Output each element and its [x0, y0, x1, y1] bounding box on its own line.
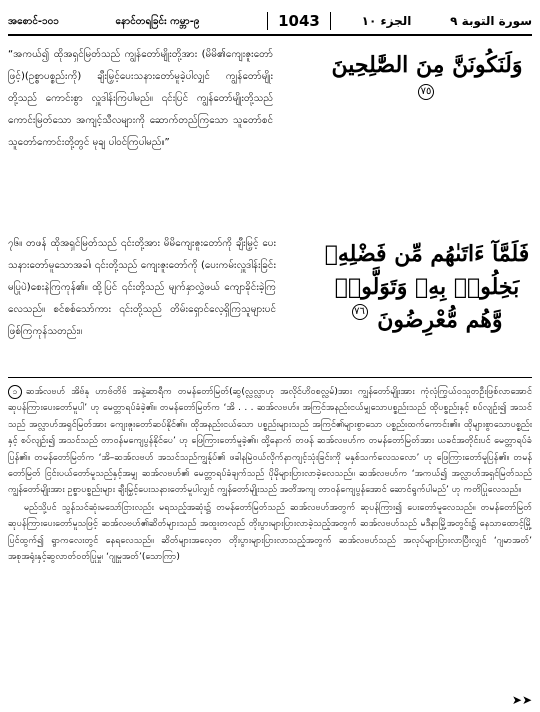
- header-juz: الجزء ١٠: [361, 14, 412, 28]
- footnote-paragraph: [8, 384, 532, 499]
- header-divider: [8, 34, 532, 36]
- header-surah: سورة التوبة ٩: [450, 14, 532, 28]
- header-issue: အစောင်-၁၀၁: [8, 15, 59, 27]
- header-chapter: နောင်တရခြင်း ကမ္ဘာ-၉: [115, 15, 200, 27]
- footnote-marker: ၁: [8, 385, 22, 399]
- page-number: 1043: [267, 12, 331, 30]
- translation-text: ၇၆။ တဖန် ထိုအရှင်မြတ်သည် ၎င်းတို့အား မိမိကျေးဇူးတော်ကို ချီးမြှင့် ပေးသနားတော်မူသောအခါ၊ ၎င်းတို့သည် ကျေးဇူးတော်ကို (ပေးကမ်းလှူဒါန်းခြင်း မပြုပဲ)စေးနဲကြကုန်၏။ ထို့ပြင် ၎င်းတို့သည် မျက်နှာလွှဲဖယ် ကျောခိုင်းခဲ့ကြလေသည်။ စင်စစ်သော်ကား ၎င်းတို့သည် တိမ်းရှောင်လေ့ရှိကြသူများပင် ဖြစ်ကြကုန်သတည်း။: [8, 238, 276, 338]
- ayah-number-marker: ٧٦: [352, 304, 368, 320]
- arabic-verse-text: وَلَنَكُونَنَّ مِنَ الصَّٰلِحِينَ: [331, 52, 523, 78]
- verse-block-76: [8, 233, 532, 375]
- footnote-divider: [8, 377, 532, 378]
- footnote-paragraph-text: မည်သို့ပင် သွန်သင်ဆုံးမသော်ငြားလည်း မရသည့်အဆုံး၌ တမန်တော်မြတ်သည် ဆအ်လဗဟ်အတွက် ဆုပန်ကြား၍ ပေးတော်မူလေသည်။ တမန်တော်မြတ် ဆုပန်ကြားပေးတော်မူသဖြင့် ဆအ်လဗဟ်၏ဆိတ်များသည် အထူးတလည် တိုးပွားများပြားလာခဲ့သည့်အတွက် ဆအ်လဗဟ်သည် မဒီနာမြို့အတွင်း၌ နေသာထောင့်မြို့ပြင်ထွက်၍ ရွာကလေးတွင် နေရလေသည်။ ဆိတ်များအလေ့တ တိုးပွားများပြားလာသည့်အတွက် ဆအ်လဗဟ်သည် အလုပ်များပြားလာပြီးလျှင် ‘ဂျမာအတ်’ အစုအရုံးနှင့်ဆွလာတ်ဝတ်ပြုမှု၊ ‘ဂျုမှုအတ်’(သောကြာ): [8, 502, 532, 563]
- translation-text: “အကယ်၍ ထိုအရှင်မြတ်သည် ကျွန်တော်မျိုးတို့အား (မိမိ၏ကျေးဇူးတော်ဖြင့်)(ဥစ္စာပစ္စည်းကို) ချီးမြှင့်ပေးသနားတော်မူခဲ့ပါလျှင် ကျွန်တော်မျိုးတို့သည် ကောင်းစွာ လှူဒါန်းကြပါမည်။ ၎င်းပြင် ကျွန်တော်မျိုးတို့သည် ကောင်းမြတ်သော အကျင့်သီလများကို ဆောက်တည်ကြသော သူတော်စင် သူတော်ကောင်းတို့တွင် မုချ ပါဝင်ကြပါမည်။” ‍: [8, 49, 273, 149]
- arabic-verse-text: فَلَمَّآ ءَاتَىٰهُم مِّن فَضْلِهِۦ بَخِلُوا۟ بِهِۦ وَتَوَلَّوا۟ وَّهُم مُّعْرِضُونَ: [324, 241, 530, 333]
- arabic-verse: [322, 44, 532, 226]
- footnote: [8, 384, 532, 706]
- verse-block-75: [8, 44, 532, 226]
- footnote-paragraph: [8, 500, 532, 566]
- arabic-verse: [322, 233, 532, 375]
- continue-arrow-icon: ➤➤: [511, 693, 532, 707]
- footnote-paragraph-text: ဆအ်လဗဟ် အိဗ်နု ဟာဗ်တိဗ် အနဲ့ဆာရီက တမန်တော်မြတ်(ဆွ(လ္လလ္လာဟု အလိုင်ဟိဝစလ္လမ်)အား ကျွန်တော်မျိုးအား ကုံလုံကြွယ်ဝသူတဦးဖြစ်လာအောင် ဆုပန်ကြားပေးတော်မူပါ’ ဟု မေတ္တာရပ်ခံခဲ့၏။ တမန်တော်မြတ်က ‘အိ . . . ဆအ်လဗဟ်။ အကြင်အနည်းငယ်မျှသောပစ္စည်းသည် ထိုပစ္စည်းနှင့် စပ်လျဉ်း၍ အသင်သည် အလ္လာဟ်အရှင်မြတ်အား ကျေးဇူးတော်ဆပ်နိုင်၏။ ထိုအနည်းငယ်သော ပစ္စည်းများသည် အကြင်၏များစွာသော ပစ္စည်းထက်ကောင်း၏။ ထိုများစွာသောပစ္စည်းနှင့် စပ်လျဉ်း၍ အသင်သည် တာဝန်မကျေပွန်နိုင်ပေ’ ဟု ဖြေကြားတော်မူခဲ့၏။ ထို့နောက် တဖန် ဆအ်လဗဟ်က တမန်တော်မြတ်အား ယခင်အတိုင်းပင် မေတ္တာရပ်ခံပြန်၏။ တမန်တော်မြတ်က ‘အိ–ဆအ်လဗဟ် အသင်သည်ကျွန်ုပ်၏ ဖခါနမြဲဝယ်လိုက်နာကျင့်သုံးခြင်းကို မနှစ်သက်လေသလော’ ဟု ဖြေကြားတော်မူပြန်၏။ တမန်တော်မြတ် ငြင်းပယ်တော်မူသည်နှင့်အမျှ ဆအ်လဗဟ်၏ မေတ္တာရပ်ခံချက်သည် ပိုမိုများပြားလာခဲ့လေသည်။ ဆအ်လဗဟ်က ‘အကယ်၍ အလ္လာဟ်အရှင်မြတ်သည် ကျွန်တော်မျိုးအား ဥစ္စာပစ္စည်းများ ချီးမြှင့်ပေးသနားတော်မူပါလျှင် ကျွန်တော်မျိုးသည် အတိအကျ တာဝန်ကျေပွန်အောင် ဆောင်ရွက်ပါမည်’ ဟု ကတိပြုလေသည်။: [8, 387, 532, 496]
- page-header: [8, 10, 532, 32]
- ayah-number-marker: ٧٥: [418, 84, 434, 100]
